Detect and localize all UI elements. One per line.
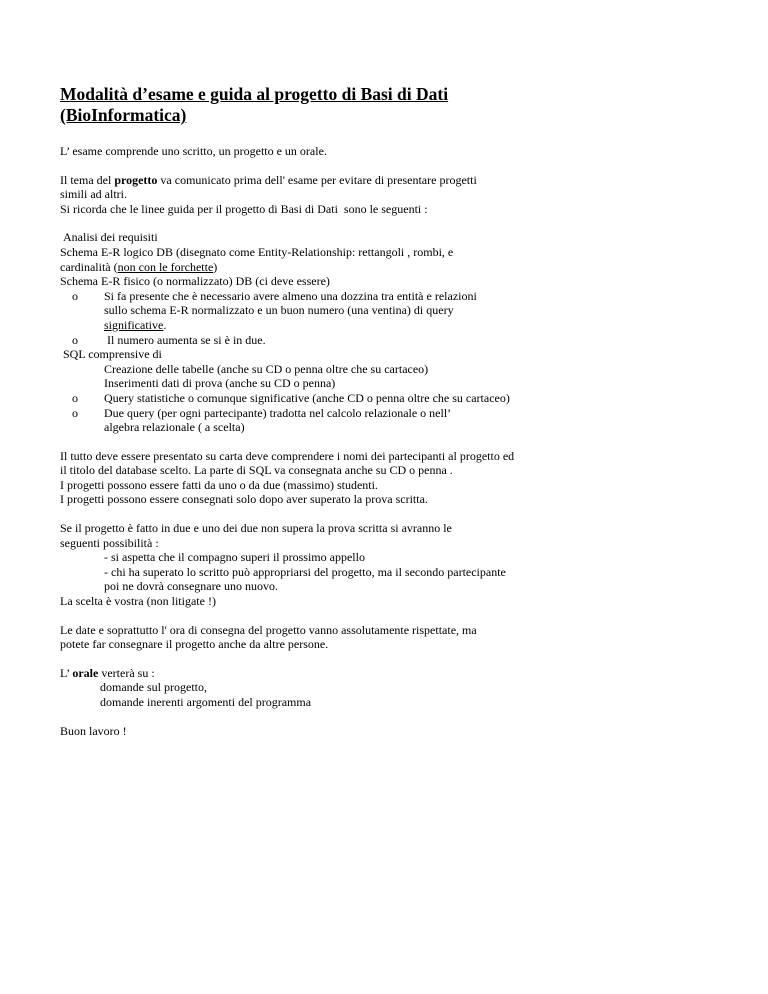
date-paragraph: [60, 623, 720, 652]
sql-item-creazione: Creazione delle tabelle (anche su CD o penna oltre che su cartaceo): [104, 361, 429, 376]
orale-bold: orale: [72, 665, 99, 680]
bullet-item-entita: [60, 289, 720, 333]
sql-3-text: Query statistiche o comunque significative (anche CD o penna oltre che su cartaceo): [104, 390, 510, 405]
consegna-paragraph: [60, 449, 720, 507]
intro-paragraph: L’ esame comprende uno scritto, un progetto e un orale.: [60, 144, 327, 158]
due-paragraph: [60, 521, 720, 609]
orale-item-2: domande inerenti argomenti del programma: [100, 695, 312, 709]
bullet-mark: o: [72, 405, 78, 420]
guide-schema-fisico: Schema E-R fisico (o normalizzato) DB (ci deve essere): [60, 274, 330, 289]
sql-item-due-query: [60, 406, 720, 435]
orale-paragraph: [60, 666, 720, 710]
tema-text-1: Il tema del: [60, 172, 115, 187]
title-line-1: Modalità d’esame e guida al progetto di Basi di Dati: [60, 84, 449, 104]
consegna-line-4: I progetti possono essere consegnati solo dopo aver superato la prova scritta.: [60, 492, 428, 507]
bullet-1-line-3: significative: [104, 317, 164, 332]
bullet-1-period: .: [163, 317, 167, 332]
sql-4-line-2: algebra relazionale ( a scelta): [104, 420, 245, 435]
bullet-1-line-1: Si fa presente che è necessario avere almeno una dozzina tra entità e relazioni: [104, 288, 477, 303]
date-line-1: Le date e soprattutto l' ora di consegna del progetto vanno assolutamente rispettate, ma: [60, 622, 477, 637]
bullet-mark: o: [72, 332, 78, 347]
sql-item-inserimenti: Inserimenti dati di prova (anche su CD o penna): [104, 376, 336, 391]
due-scelta: La scelta è vostra (non litigate !): [60, 594, 216, 609]
consegna-line-3: I progetti possono essere fatti da uno o da due (massimo) studenti.: [60, 477, 378, 492]
bullet-2-text: Il numero aumenta se si è in due.: [104, 332, 266, 347]
consegna-line-1: Il tutto deve essere presentato su carta deve comprendere i nomi dei partecipanti al progetto ed: [60, 448, 515, 463]
document-page: [60, 84, 720, 752]
schema-logico-text: cardinalità (: [60, 259, 118, 274]
consegna-line-2: il titolo del database scelto. La parte di SQL va consegnata anche su CD o penna .: [60, 463, 453, 478]
tema-text-2: va comunicato prima dell' esame per evitare di presentare progetti: [157, 172, 477, 187]
due-line-1: Se il progetto è fatto in due e uno dei due non supera la prova scritta si avranno le: [60, 521, 452, 536]
guide-sql: SQL comprensive di: [60, 347, 162, 362]
tema-bold: progetto: [114, 172, 158, 187]
title-line-2: (BioInformatica): [60, 105, 187, 125]
closing-text: Buon lavoro !: [60, 723, 127, 738]
bullet-1-line-2: sullo schema E-R normalizzato e un buon numero (una ventina) di query: [104, 303, 454, 318]
orale-text-1: L’: [60, 665, 73, 680]
date-line-2: potete far consegnare il progetto anche da altre persone.: [60, 637, 329, 652]
due-option-1: - si aspetta che il compagno superi il prossimo appello: [104, 550, 365, 565]
due-line-2: seguenti possibilità :: [60, 535, 159, 550]
tema-paragraph: [60, 173, 720, 217]
bullet-mark: o: [72, 390, 78, 405]
guide-analisi: Analisi dei requisiti: [60, 230, 158, 245]
due-option-2-line-1: - chi ha superato lo scritto può appropriarsi del progetto, ma il secondo partecipante: [104, 564, 506, 579]
orale-item-1: domande sul progetto,: [100, 680, 207, 695]
orale-text-2: verterà su :: [98, 665, 155, 680]
guide-section: [60, 230, 720, 434]
schema-logico-underlined: non con le forchette: [117, 259, 214, 274]
bullet-mark: o: [72, 288, 78, 303]
tema-line-3: Si ricorda che le linee guida per il progetto di Basi di Dati sono le seguenti :: [60, 201, 428, 216]
sql-4-line-1: Due query (per ogni partecipante) tradotta nel calcolo relazionale o nell’: [104, 405, 452, 420]
schema-logico-close: ): [213, 259, 218, 274]
sql-item-query-statistiche: [60, 391, 720, 406]
guide-schema-logico-1: Schema E-R logico DB (disegnato come Entity-Relationship: rettangoli , rombi, e: [60, 244, 454, 259]
guide-schema-logico-2: [60, 260, 720, 275]
bullet-item-numero: [60, 333, 720, 348]
document-title: [60, 84, 720, 126]
due-option-2-line-2: poi ne dovrà consegnare uno nuovo.: [104, 579, 278, 594]
tema-line-2: simili ad altri.: [60, 187, 127, 202]
